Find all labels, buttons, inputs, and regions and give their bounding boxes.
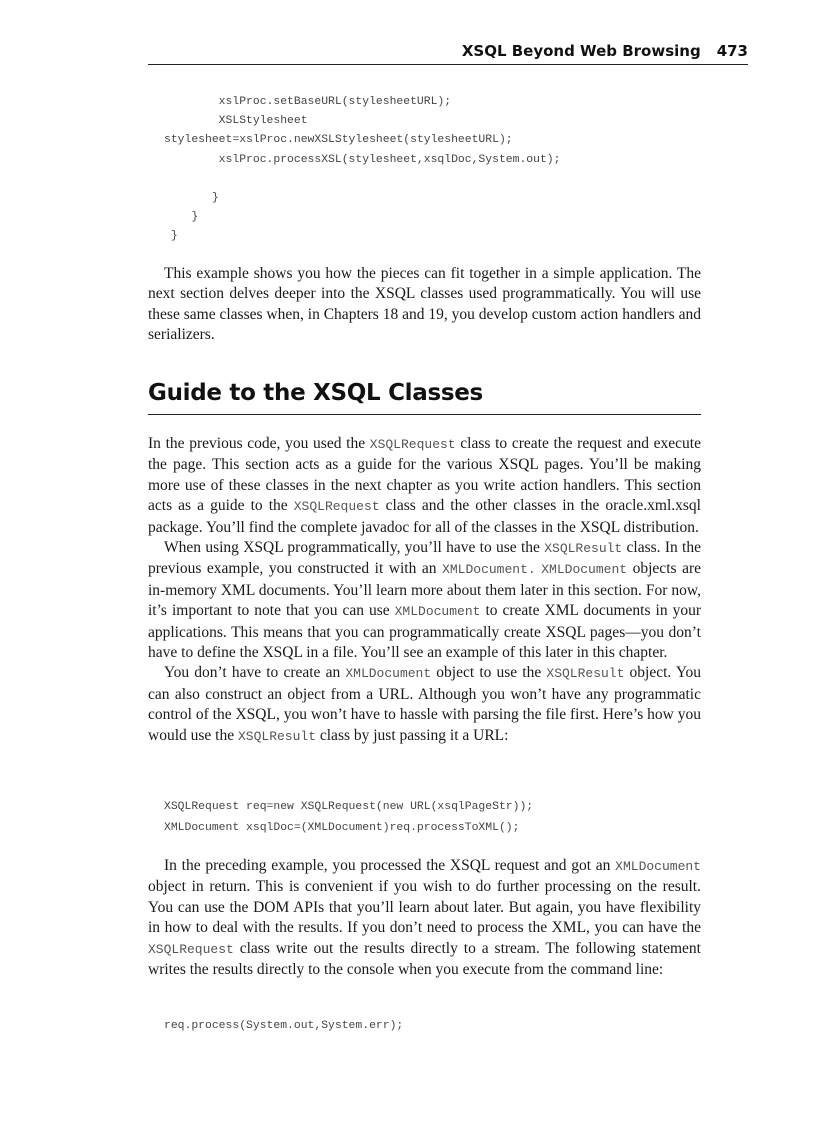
- code-line: XMLDocument xsqlDoc=(XMLDocument)req.processToXML();: [164, 821, 520, 834]
- code-block-3: [164, 1016, 403, 1036]
- paragraph-url: You don’t have to create an XMLDocument object to use the XSQLResult object. You can also construct an object from a URL. Although you won’t have any programmatic control of the XSQL, you won’t have to hassle with parsing the file first. Here’s how you would use the XSQLResult class by just passing it a URL:: [148, 664, 701, 744]
- inline-code: XSQLResult: [237, 728, 316, 744]
- paragraph-process: [148, 856, 701, 980]
- running-header: [148, 40, 748, 65]
- inline-code: XMLDocument: [541, 562, 628, 578]
- inline-code: XSQLRequest: [369, 437, 456, 452]
- inline-code: XSQLResult: [546, 666, 625, 682]
- inline-code: XMLDocument: [615, 859, 701, 874]
- inline-code: XMLDocument: [394, 604, 481, 620]
- code-line: XSQLRequest req=new XSQLRequest(new URL(xsqlPageStr));: [164, 801, 534, 813]
- code-line: req.process(System.out,System.err);: [164, 1020, 404, 1032]
- inline-code: XMLDocument: [345, 666, 432, 682]
- section-heading: Guide to the XSQL Classes: [148, 380, 701, 415]
- code-block-2: [164, 797, 533, 839]
- code-line: stylesheet=xslProc.newXSLStylesheet(stylesheetURL);: [164, 134, 513, 147]
- paragraph-text: This example shows you how the pieces can fit together in a simple application. The next section delves deeper into the XSQL classes used programmatically. You will use these same classes when, in Chapters 18 and 19, you develop custom action handlers and serializers.: [148, 265, 701, 344]
- section-body: [148, 434, 701, 747]
- paragraph-text: In the preceding example, you processed the XSQL request and got an XMLDocument object in return. This is convenient if you wish to do further processing on the result. You can use the DOM APIs that you’ll learn about later. But again, you have flexibility in how to deal with the results. If you don’t need to process the XML, you can have the XSQLRequest class write out the results directly to a stream. The following statement writes the results directly to the console when you execute from the command line:: [148, 857, 701, 979]
- code-line: }: [164, 211, 199, 224]
- code-line: }: [164, 192, 219, 205]
- paragraph-intro: [148, 264, 701, 346]
- page-number: 473: [716, 42, 748, 60]
- inline-code: XSQLRequest: [148, 941, 234, 957]
- paragraph-xsqlresult: When using XSQL programmatically, you’ll have to use the XSQLResult class. In the previous example, you constructed it with an XMLDocument. XMLDocument objects are in-memory XML documents. You’ll learn more about them later in this section. For now, it’s important to note that you can use XMLDocument to create XML documents in your applications. This means that you can programmatically create XSQL pages—you don’t have to define the XSQL in a file. You’ll see an example of this later in this chapter.: [148, 539, 701, 662]
- inline-code: XMLDocument.: [442, 562, 536, 578]
- paragraph-guide: In the previous code, you used the XSQLRequest class to create the request and execute the page. This section acts as a guide for the various XSQL pages. You’ll be making more use of these classes in the next chapter as you write action handlers. This section acts as a guide to the XSQLRequest class and the other classes in the oracle.xml.xsql package. You’ll find the complete javadoc for all of the classes in the XSQL distribution.: [148, 435, 701, 536]
- code-line: xslProc.processXSL(stylesheet,xsqlDoc,System.out);: [164, 153, 561, 166]
- code-block-1: [164, 93, 560, 247]
- code-line: }: [164, 230, 178, 243]
- inline-code: XSQLResult: [544, 541, 623, 557]
- code-line: xslProc.setBaseURL(stylesheetURL);: [164, 96, 452, 108]
- running-header-title: XSQL Beyond Web Browsing: [461, 42, 701, 60]
- code-line: XSLStylesheet: [164, 115, 308, 128]
- inline-code: XSQLRequest: [293, 499, 380, 515]
